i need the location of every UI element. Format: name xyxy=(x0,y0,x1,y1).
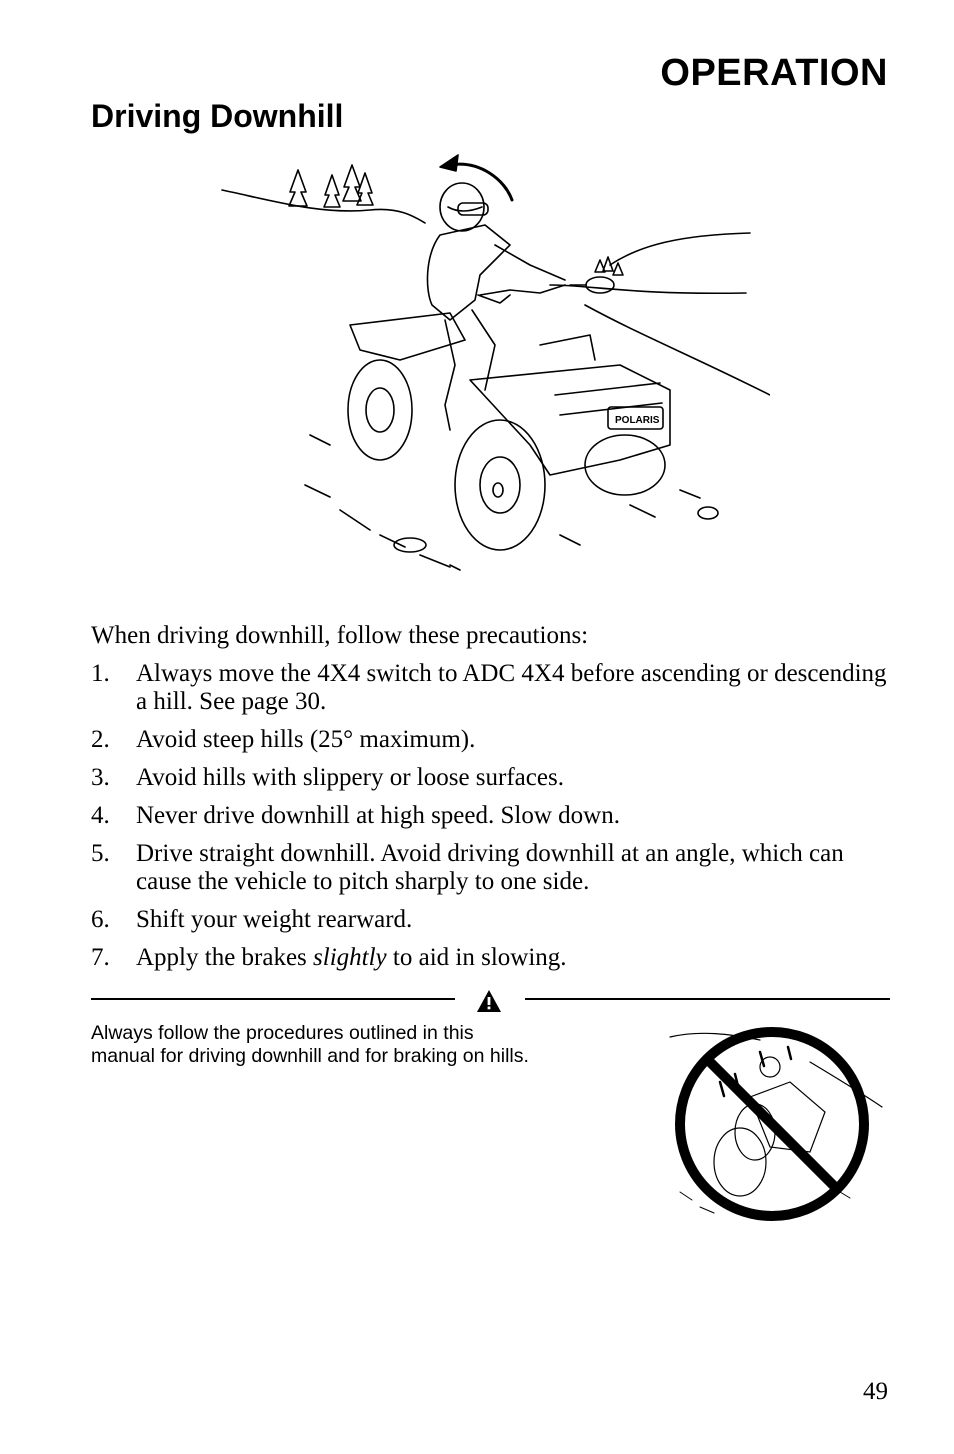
list-item xyxy=(91,726,891,754)
list-item-text: Avoid hills with slippery or loose surfaces. xyxy=(136,764,564,791)
warning-text: Always follow the procedures outlined in this manual for driving downhill and for braking on hills. xyxy=(91,1022,529,1067)
list-item-text: Drive straight downhill. Avoid driving downhill at an angle, which can cause the vehicle to pitch sharply to one side. xyxy=(136,840,844,895)
intro-text: When driving downhill, follow these precautions: xyxy=(91,622,589,649)
list-item-number: 1. xyxy=(91,660,110,687)
warning-triangle-icon xyxy=(476,989,502,1013)
list-item-number: 7. xyxy=(91,944,110,971)
list-item-text: Avoid steep hills (25° maximum). xyxy=(136,726,476,753)
list-item xyxy=(91,764,891,792)
page-number: 49 xyxy=(863,1378,888,1405)
prohibited-angled-downhill-icon xyxy=(660,1022,885,1227)
list-item-text: Never drive downhill at high speed. Slow down. xyxy=(136,802,620,829)
list-item-number: 2. xyxy=(91,726,110,753)
emphasis-text: slightly xyxy=(313,944,387,971)
list-item xyxy=(91,840,891,896)
list-item-text: Always move the 4X4 switch to ADC 4X4 before ascending or descending a hill. See page 30. xyxy=(136,660,887,715)
warning-rule-right xyxy=(525,998,890,1000)
list-item-number: 4. xyxy=(91,802,110,829)
section-title: OPERATION xyxy=(660,52,888,94)
page-heading: Driving Downhill xyxy=(91,98,344,134)
list-item xyxy=(91,660,891,716)
precautions-list xyxy=(91,660,891,982)
list-item-number: 3. xyxy=(91,764,110,791)
list-item-text: Shift your weight rearward. xyxy=(136,906,413,933)
list-item-number: 5. xyxy=(91,840,110,867)
list-item-text: Apply the brakes slightly to aid in slowing. xyxy=(136,944,567,971)
atv-rider-downhill-illustration xyxy=(210,145,770,585)
warning-rule-left xyxy=(91,998,455,1000)
list-item xyxy=(91,906,891,934)
brand-label: POLARIS xyxy=(615,415,660,426)
list-item-number: 6. xyxy=(91,906,110,933)
list-item xyxy=(91,802,891,830)
list-item xyxy=(91,944,891,972)
